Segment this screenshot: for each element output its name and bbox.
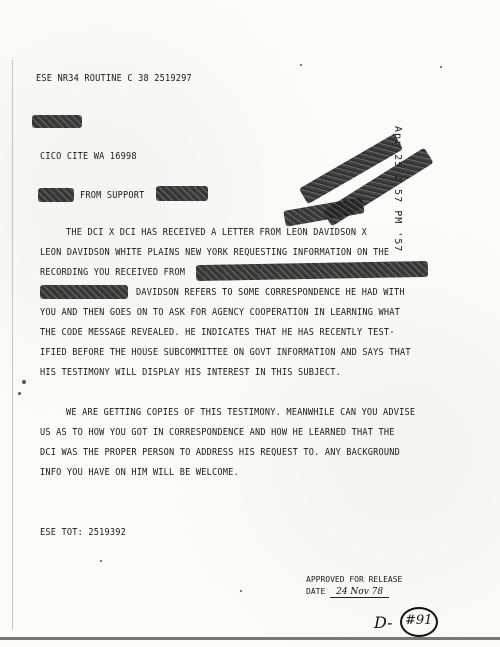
scan-speck xyxy=(300,64,302,66)
scan-speck xyxy=(240,590,242,592)
from-line: FROM SUPPORT xyxy=(80,189,145,202)
redaction-block xyxy=(196,261,428,281)
tot-line: ESE TOT: 2519392 xyxy=(40,526,126,539)
body-line: DCI WAS THE PROPER PERSON TO ADDRESS HIS REQUEST TO. ANY BACKGROUND xyxy=(40,446,401,459)
release-stamp xyxy=(306,575,402,597)
scan-speck xyxy=(22,380,26,384)
body-line: LEON DAVIDSON WHITE PLAINS NEW YORK REQUESTING INFORMATION ON THE xyxy=(40,246,390,259)
body-line: DAVIDSON REFERS TO SOME CORRESPONDENCE HE HAD WITH xyxy=(136,286,405,299)
body-line: INFO YOU HAVE ON HIM WILL BE WELCOME. xyxy=(40,466,239,479)
scan-edge xyxy=(0,637,500,640)
redaction-block xyxy=(40,285,128,299)
scan-edge xyxy=(12,60,13,630)
body-line: RECORDING YOU RECEIVED FROM xyxy=(40,266,186,279)
body-line: IFIED BEFORE THE HOUSE SUBCOMMITTEE ON GOVT INFORMATION AND SAYS THAT xyxy=(40,346,411,359)
release-label: APPROVED FOR RELEASE xyxy=(306,575,403,584)
document-mark: D- xyxy=(374,613,393,632)
release-date-value: 24 Nov 78 xyxy=(330,587,389,598)
body-line: YOU AND THEN GOES ON TO ASK FOR AGENCY COOPERATION IN LEARNING WHAT xyxy=(40,306,401,319)
redaction-block xyxy=(156,186,208,201)
date-received-stamp: Apr 25 2 57 PM '57 xyxy=(392,126,403,253)
release-date-label: DATE xyxy=(306,586,326,596)
redaction-block xyxy=(32,115,82,128)
body-line: US AS TO HOW YOU GOT IN CORRESPONDENCE AND HOW HE LEARNED THAT THE xyxy=(40,426,395,439)
document-number: #91 xyxy=(405,613,433,628)
scan-speck xyxy=(100,560,102,562)
body-line: THE DCI X DCI HAS RECEIVED A LETTER FROM LEON DAVIDSON X xyxy=(66,226,367,239)
body-line: THE CODE MESSAGE REVEALED. HE INDICATES THAT HE HAS RECENTLY TEST- xyxy=(40,326,395,339)
scan-speck xyxy=(440,66,442,68)
body-line: HIS TESTIMONY WILL DISPLAY HIS INTEREST IN THIS SUBJECT. xyxy=(40,366,341,379)
routing-line: ESE NR34 ROUTINE C 38 2519297 xyxy=(36,72,192,85)
redaction-block xyxy=(283,197,365,227)
scan-speck xyxy=(18,392,21,395)
redaction-block xyxy=(38,188,74,202)
address-line: CICO CITE WA 16998 xyxy=(40,150,137,163)
body-line: WE ARE GETTING COPIES OF THIS TESTIMONY. MEANWHILE CAN YOU ADVISE xyxy=(66,406,416,419)
